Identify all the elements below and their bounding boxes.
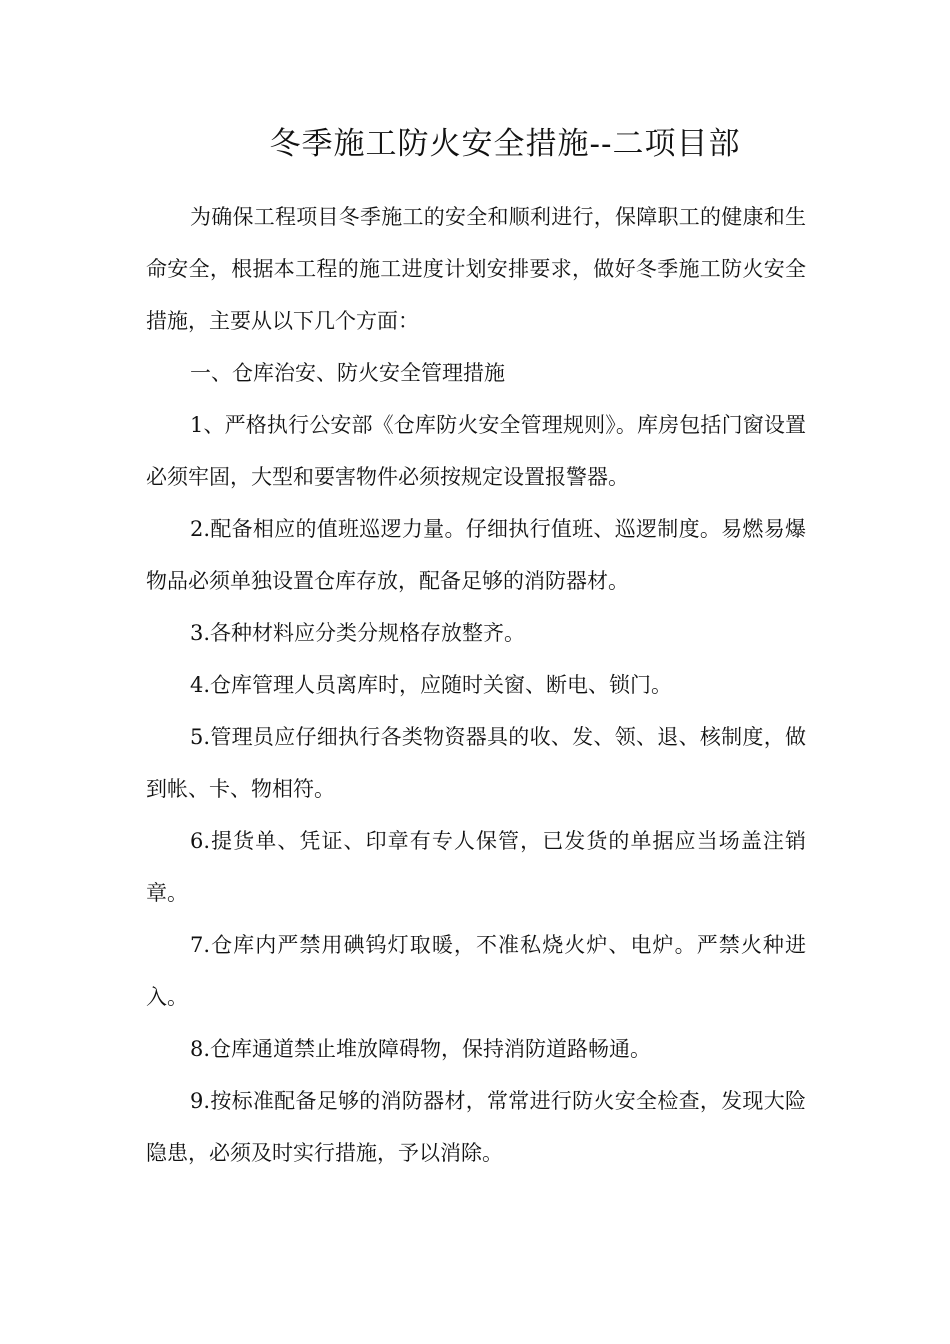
document-body <box>146 191 806 1179</box>
item-paragraph-9: 9.按标准配备足够的消防器材，常常进行防火安全检查，发现大险隐患，必须及时实行措施，予以消除。 <box>146 1089 806 1165</box>
item-paragraph-2: 2.配备相应的值班巡逻力量。仔细执行值班、巡逻制度。易燃易爆物品必须单独设置仓库存放，配备足够的消防器材。 <box>146 517 806 593</box>
document-title: 冬季施工防火安全措施--二项目部 <box>269 126 741 162</box>
item-paragraph-1: 1、严格执行公安部《仓库防火安全管理规则》。库房包括门窗设置必须牢固，大型和要害物件必须按规定设置报警器。 <box>146 413 806 489</box>
item-paragraph-6: 6.提货单、凭证、印章有专人保管，已发货的单据应当场盖注销章。 <box>146 829 806 905</box>
item-paragraph-4: 4.仓库管理人员离库时，应随时关窗、断电、锁门。 <box>190 673 673 697</box>
section-heading: 一、仓库治安、防火安全管理措施 <box>190 361 505 385</box>
item-paragraph-5: 5.管理员应仔细执行各类物资器具的收、发、领、退、核制度，做到帐、卡、物相符。 <box>146 725 806 801</box>
intro-paragraph: 为确保工程项目冬季施工的安全和顺利进行，保障职工的健康和生命安全，根据本工程的施工进度计划安排要求，做好冬季施工防火安全措施，主要从以下几个方面： <box>146 205 806 333</box>
item-paragraph-3: 3.各种材料应分类分规格存放整齐。 <box>190 621 526 645</box>
item-paragraph-7: 7.仓库内严禁用碘钨灯取暖，不准私烧火炉、电炉。严禁火种进入。 <box>146 933 806 1009</box>
item-paragraph-8: 8.仓库通道禁止堆放障碍物，保持消防道路畅通。 <box>190 1037 652 1061</box>
